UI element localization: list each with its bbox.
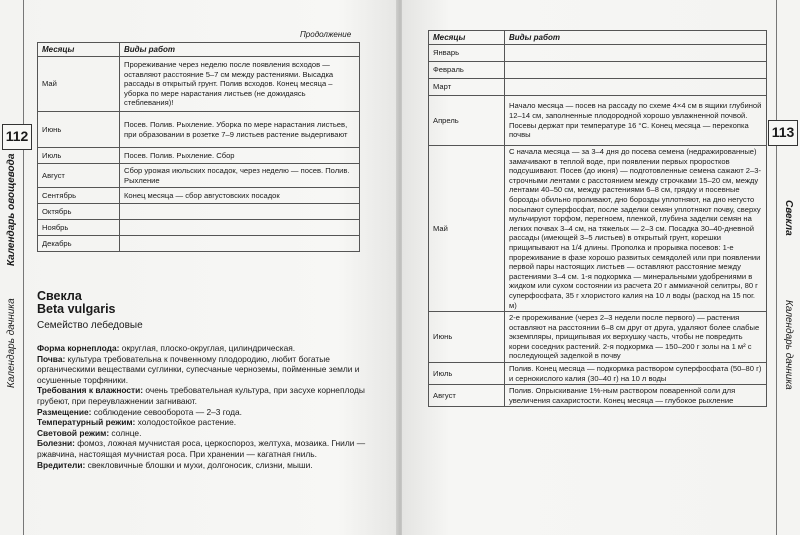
property-item bbox=[37, 354, 382, 386]
month-cell: Август bbox=[429, 385, 505, 407]
table-row bbox=[429, 385, 767, 407]
right-work-table bbox=[428, 30, 767, 407]
month-cell: Апрель bbox=[429, 96, 505, 146]
month-cell: Октябрь bbox=[38, 204, 120, 220]
right-side-title: Свекла bbox=[783, 200, 794, 236]
property-label: Форма корнеплода: bbox=[37, 343, 120, 353]
property-label: Требования к влажности: bbox=[37, 385, 144, 396]
work-cell: Конец месяца — сбор августовских посадок bbox=[120, 188, 360, 204]
table-row bbox=[429, 79, 767, 96]
table-row bbox=[38, 112, 360, 148]
property-label: Световой режим: bbox=[37, 427, 110, 438]
work-cell: С начала месяца — за 3–4 дня до посева семена (недражированные) замачивают в теплой воде, при появлении первых проростков подсушивают. Посев (до июня) — подготовленные семена сажают 2–3-строчными лентами с расстоянием между строчками 15–20 см, между лентами 40–50 см, между растениями 6–8 см, грядку и посевные борозды обильно проливают, дно борозды уплотняют, на дно негусто посыпают суперфосфат, после заделки семян уплотняют почву, сверху мульчируют торфом, перегноем, пленкой, глубина заделки семян на легких почвах 3–4 см, на тяжелых — 2–3 см. Посадка 30–40-дневной рассады (имеющей 3–5 листьев) в открытый грунт, корешки прищипывают на 1/4 длины. Прополка и прорывка посевов: 1-е прореживание в фазе хорошо развитых семядолей или при появлении первой пары настоящих листьев — оставляют расстояние между растениями 3–4 см. 1-я подкормка — минеральными удобрениями в жидком или сухом состоянии из расчета 20 г аммиачной селитры, 80 г суперфосфата, 35 г хлористого калия на 10 л воды (расход на 15 пог. м) bbox=[505, 146, 767, 312]
page-number-right: 113 bbox=[768, 120, 798, 146]
month-cell: Декабрь bbox=[38, 236, 120, 252]
property-text: фомоз, ложная мучнистая роса, церкоспороз, желтуха, мозаика. Гнили — ржавчина, настоящая мучнистая роса. При хранении — кагатная гниль. bbox=[37, 438, 366, 459]
property-label: Температурный режим: bbox=[37, 417, 136, 428]
month-cell: Сентябрь bbox=[38, 188, 120, 204]
property-label: Вредители: bbox=[37, 459, 86, 470]
table-row bbox=[429, 363, 767, 385]
header-works: Виды работ bbox=[505, 31, 767, 45]
page-number-left: 112 bbox=[2, 124, 32, 150]
month-cell: Август bbox=[38, 164, 120, 188]
table-row bbox=[429, 312, 767, 363]
property-item bbox=[37, 343, 382, 354]
table-row bbox=[38, 204, 360, 220]
header-months: Месяцы bbox=[429, 31, 505, 45]
month-cell: Февраль bbox=[429, 62, 505, 79]
work-cell bbox=[120, 204, 360, 220]
work-cell: Прореживание через неделю после появления всходов — оставляют расстояние 5–7 см между растениями. Высадка рассады в открытый грунт. Полив всходов. Конец месяца – уборка по мере нарастания листьев (не дожидаясь стеблевания)! bbox=[120, 57, 360, 112]
month-cell: Май bbox=[429, 146, 505, 312]
work-cell: Полив. Опрыскивание 1%-ным раствором поваренной соли для увеличения сахаристости. Конец месяца — глубокое рыхление bbox=[505, 385, 767, 407]
property-item bbox=[37, 385, 382, 406]
side-tab-top bbox=[0, 0, 24, 96]
table-row bbox=[38, 188, 360, 204]
work-cell bbox=[120, 220, 360, 236]
table-header-row bbox=[429, 31, 767, 45]
property-text: соблюдение севооборота — 2–3 года. bbox=[91, 406, 242, 417]
table-row bbox=[38, 220, 360, 236]
right-side-tab bbox=[776, 0, 800, 535]
table-row bbox=[429, 62, 767, 79]
property-label: Почва: bbox=[37, 353, 66, 364]
property-item bbox=[37, 438, 382, 459]
right-side-subtitle: Календарь дачника bbox=[783, 300, 794, 390]
header-months: Месяцы bbox=[38, 43, 120, 57]
month-cell: Июль bbox=[429, 363, 505, 385]
left-side-subtitle: Календарь дачника bbox=[6, 298, 17, 388]
table-row bbox=[38, 148, 360, 164]
plant-name-lat: Beta vulgaris bbox=[37, 302, 116, 316]
left-side-title: Календарь овощевода bbox=[6, 153, 17, 266]
property-text: солнце. bbox=[109, 427, 142, 438]
property-item bbox=[37, 417, 382, 428]
table-row bbox=[38, 57, 360, 112]
table-row bbox=[38, 164, 360, 188]
work-cell: Полив. Конец месяца — подкормка раствором суперфосфата (50–80 г) и сернокислого калия (30–40 г) на 10 л воды bbox=[505, 363, 767, 385]
left-work-table bbox=[37, 42, 360, 252]
plant-family: Семейство лебедовые bbox=[37, 320, 143, 331]
property-text: холодостойкое растение. bbox=[135, 417, 237, 428]
property-text: округлая, плоско-округлая, цилиндрическая. bbox=[119, 343, 296, 353]
property-item bbox=[37, 407, 382, 418]
work-cell bbox=[505, 79, 767, 96]
left-page bbox=[0, 0, 398, 535]
month-cell: Март bbox=[429, 79, 505, 96]
header-works: Виды работ bbox=[120, 43, 360, 57]
property-label: Размещение: bbox=[37, 406, 92, 417]
property-text: свекловичные блошки и мухи, долгоносик, слизни, мыши. bbox=[85, 459, 313, 470]
month-cell: Июнь bbox=[38, 112, 120, 148]
month-cell: Июль bbox=[38, 148, 120, 164]
work-cell: Сбор урожая июльских посадок, через неделю — посев. Полив. Рыхление bbox=[120, 164, 360, 188]
table-row bbox=[38, 236, 360, 252]
table-row bbox=[429, 146, 767, 312]
work-cell bbox=[505, 45, 767, 62]
table-row bbox=[429, 96, 767, 146]
work-cell: 2-е прореживание (через 2–3 недели после первого) — растения оставляют на расстоянии 6–8 см друг от друга, удаляют более слабые экземпляры, прищипывая их верхушку часть, чтобы не повредить корни соседних растений. 2-я подкормка — 150–200 г золы на 1 м² с последующей заделкой в почву bbox=[505, 312, 767, 363]
property-text: культура требовательна к почвенному плодородию, любит богатые органическими веществами суглинки, супесчаные черноземы, пойменные земли и осушенные торфяники. bbox=[37, 353, 360, 385]
property-label: Болезни: bbox=[37, 438, 75, 449]
table-header-row bbox=[38, 43, 360, 57]
month-cell: Июнь bbox=[429, 312, 505, 363]
plant-name-ru: Свекла bbox=[37, 289, 82, 303]
table-row bbox=[429, 45, 767, 62]
work-cell: Начало месяца — посев на рассаду по схеме 4×4 см в ящики глубиной 12–14 см, заполненные плодородной хорошо увлажненной почвой. Посевы держат при температуре 16 °С. Конец месяца — перекопка почвы bbox=[505, 96, 767, 146]
right-page bbox=[402, 0, 800, 535]
property-text: очень требовательная культура, при засухе корнеплоды грубеют, при переувлажнении загнивают. bbox=[37, 385, 365, 406]
work-cell bbox=[505, 62, 767, 79]
plant-properties bbox=[37, 343, 382, 470]
work-cell: Посев. Полив. Рыхление. Сбор bbox=[120, 148, 360, 164]
month-cell: Ноябрь bbox=[38, 220, 120, 236]
work-cell bbox=[120, 236, 360, 252]
work-cell: Посев. Полив. Рыхление. Уборка по мере нарастания листьев, при образовании в розетке 7–9 листьев растение выдергивают bbox=[120, 112, 360, 148]
month-cell: Январь bbox=[429, 45, 505, 62]
month-cell: Май bbox=[38, 57, 120, 112]
property-item bbox=[37, 460, 382, 471]
left-side-tab bbox=[0, 0, 24, 535]
continuation-label: Продолжение bbox=[300, 30, 352, 39]
property-item bbox=[37, 428, 382, 439]
